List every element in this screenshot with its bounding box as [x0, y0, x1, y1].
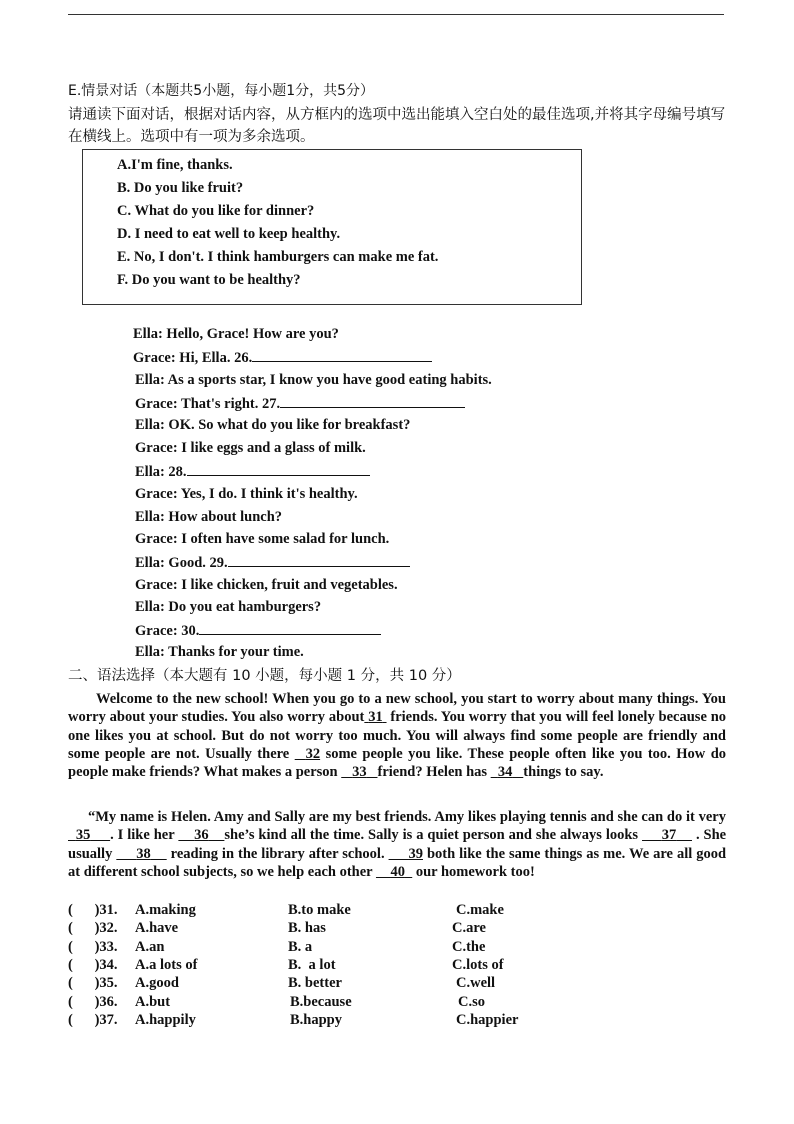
- blank-33[interactable]: 33: [352, 764, 367, 781]
- choice-b[interactable]: B. a lot: [288, 957, 336, 973]
- option-e: E. No, I don't. I think hamburgers can make me fat.: [117, 249, 439, 265]
- dialogue-line: Ella: As a sports star, I know you have good eating habits.: [135, 372, 492, 388]
- dialogue-line: Ella: How about lunch?: [135, 509, 283, 525]
- blank-37[interactable]: 37: [661, 827, 677, 844]
- dialogue-line: Grace: I like chicken, fruit and vegetables.: [135, 577, 398, 593]
- choice-a[interactable]: A.an: [135, 939, 165, 955]
- answer-blank-28[interactable]: [187, 463, 370, 476]
- passage-paragraph-1: Welcome to the new school! When you go to a new school, you start to worry about many things. You worry about your studies. You also worry about 31 friends. You worry that you will feel lonely because no one likes you at school. But do not worry too much. You will always find some people are friendly and some people are not. Usually there 32 some people you like. These people often like you too. How do people make friends? What makes a person 33 friend? Helen has 34 things to say.: [68, 691, 727, 781]
- dialogue-line: Ella: Good. 29.: [135, 554, 410, 572]
- blank-38[interactable]: 38: [136, 845, 151, 862]
- choice-c[interactable]: C.make: [456, 902, 504, 918]
- question-number: ( )32.: [68, 920, 118, 936]
- section-2-heading: 二、语法选择（本大题有 10 小题，每小题 1 分，共 10 分）: [68, 668, 461, 684]
- choice-c[interactable]: C.lots of: [452, 957, 504, 973]
- choice-b[interactable]: B.to make: [288, 902, 351, 918]
- blank-34[interactable]: 34: [497, 764, 513, 781]
- option-a: A.I'm fine, thanks.: [117, 157, 233, 173]
- dialogue-line: Grace: 30.: [135, 622, 381, 640]
- choice-b[interactable]: B. a: [288, 939, 313, 955]
- choice-c[interactable]: C.happier: [456, 1012, 519, 1028]
- answer-blank-29[interactable]: [228, 554, 410, 567]
- choice-a[interactable]: A.a lots of: [135, 957, 198, 973]
- choice-c[interactable]: C.the: [452, 939, 486, 955]
- blank-31[interactable]: 31: [368, 709, 383, 726]
- dialogue-line: Grace: Yes, I do. I think it's healthy.: [135, 486, 358, 502]
- choice-a[interactable]: A.good: [135, 975, 179, 991]
- blank-35[interactable]: 35: [75, 827, 91, 844]
- blank-39[interactable]: 39: [408, 845, 423, 862]
- choice-a[interactable]: A.have: [135, 920, 179, 936]
- dialogue-line: Grace: That's right. 27.: [135, 395, 465, 413]
- choice-b[interactable]: B. has: [288, 920, 326, 936]
- dialogue-line: Grace: Hi, Ella. 26.: [133, 349, 432, 367]
- choice-c[interactable]: C.are: [452, 920, 486, 936]
- dialogue-line: Ella: Do you eat hamburgers?: [135, 599, 322, 615]
- option-b: B. Do you like fruit?: [117, 180, 244, 196]
- dialogue-line: Grace: I like eggs and a glass of milk.: [135, 440, 366, 456]
- choice-a[interactable]: A.happily: [135, 1012, 196, 1028]
- question-number: ( )31.: [68, 902, 118, 918]
- question-number: ( )36.: [68, 994, 118, 1010]
- choice-b[interactable]: B. better: [288, 975, 342, 991]
- dialogue-line: Ella: Hello, Grace! How are you?: [133, 326, 339, 342]
- answer-blank-26[interactable]: [252, 349, 432, 362]
- choice-b[interactable]: B.because: [290, 994, 352, 1010]
- dialogue-line: Ella: OK. So what do you like for breakfast?: [135, 417, 411, 433]
- choice-a[interactable]: A.making: [135, 902, 196, 918]
- choice-c[interactable]: C.so: [458, 994, 485, 1010]
- dialogue-line: Ella: Thanks for your time.: [135, 644, 304, 660]
- option-f: F. Do you want to be healthy?: [117, 272, 301, 288]
- blank-32[interactable]: 32: [305, 745, 321, 762]
- choice-a[interactable]: A.but: [135, 994, 171, 1010]
- question-number: ( )35.: [68, 975, 118, 991]
- answer-blank-27[interactable]: [280, 395, 465, 408]
- question-number: ( )34.: [68, 957, 118, 973]
- header-rule: [68, 14, 724, 15]
- option-c: C. What do you like for dinner?: [117, 203, 315, 219]
- section-e-heading: E.情景对话（本题共5小题，每小题1分，共5分）: [68, 83, 375, 99]
- passage-paragraph-2: “My name is Helen. Amy and Sally are my best friends. Amy likes playing tennis and she can do it very 35 . I like her 36 she’s kind all the time. Sally is a quiet person and she always looks 37 . She usually 38 reading in the library after school. 39 both like the same things as me. We are all good at different school subjects, so we help each other 40 our homework too!: [68, 809, 727, 880]
- choice-c[interactable]: C.well: [456, 975, 496, 991]
- dialogue-line: Grace: I often have some salad for lunch.: [135, 531, 390, 547]
- blank-36[interactable]: 36: [194, 827, 209, 844]
- choice-b[interactable]: B.happy: [290, 1012, 342, 1028]
- section-e-instruction: 请通读下面对话，根据对话内容，从方框内的选项中选出能填入空白处的最佳选项,并将其字母编号填写在横线上。选项中有一项为多余选项。: [68, 107, 726, 145]
- option-d: D. I need to eat well to keep healthy.: [117, 226, 341, 242]
- answer-blank-30[interactable]: [199, 622, 381, 635]
- dialogue-line: Ella: 28.: [135, 463, 370, 481]
- blank-40[interactable]: 40: [390, 863, 405, 880]
- question-number: ( )33.: [68, 939, 118, 955]
- question-number: ( )37.: [68, 1012, 118, 1028]
